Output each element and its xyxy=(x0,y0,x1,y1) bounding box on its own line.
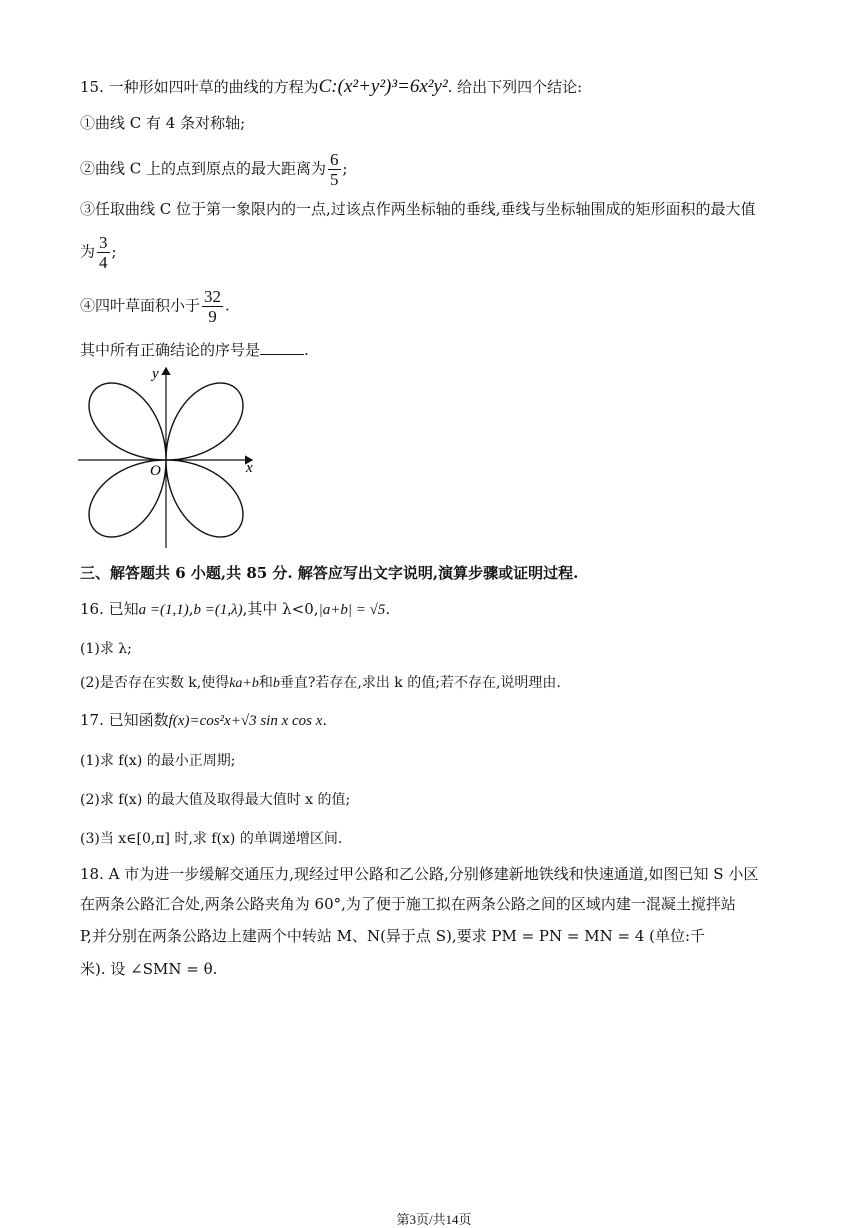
q17-statement: 17. 已知函数f(x)=cos²x+√3 sin x cos x. xyxy=(80,711,328,729)
q15-c2-fraction: $\frac{6}{5}$ xyxy=(330,150,339,189)
q16-vector-b: b =(1,λ) xyxy=(193,602,243,618)
q15-question: 其中所有正确结论的序号是 . xyxy=(80,341,309,359)
q17-part-2: (2)求 f(x) 的最大值及取得最大值时 x 的值; xyxy=(80,792,351,808)
q17-function: f(x)=cos²x+√3 sin x cos x xyxy=(168,713,323,729)
q15-conclusion-4: ④四叶草面积小于 $\frac{32}{9}$ . xyxy=(80,287,230,326)
q17-part-3: (3)当 x∈[0,π] 时,求 f(x) 的单调递增区间. xyxy=(80,831,343,847)
q18-line-2: 在两条公路汇合处,两条公路夹角为 60°,为了便于施工拟在两条公路之间的区域内建一混凝土搅拌站 xyxy=(80,895,736,913)
q15-intro xyxy=(80,76,582,98)
q16-part-1: (1)求 λ; xyxy=(80,641,132,657)
fig-label-origin: O xyxy=(150,463,161,479)
q15-c4-fraction: $\frac{32}{9}$ xyxy=(204,287,222,326)
q15-conclusion-2: ②曲线 C 上的点到原点的最大距离为 $\frac{6}{5}$ ; xyxy=(80,150,348,189)
q15-intro-text: 15. 一种形如四叶草的曲线的方程为 xyxy=(80,78,319,96)
q18-line-4: 米). 设 ∠SMN = θ. xyxy=(80,960,218,978)
page-footer: 第3页/共14页 xyxy=(396,1212,472,1227)
q15-conclusion-3-line1: ③任取曲线 C 位于第一象限内的一点,过该点作两坐标轴的垂线,垂线与坐标轴围成的矩形面积的最大值 xyxy=(80,200,756,218)
q16-statement: 16. 已知a =(1,1),b =(1,λ),其中 λ<0,|a+b| = √5. xyxy=(80,600,391,618)
q18-line-1: 18. A 市为进一步缓解交通压力,现经过甲公路和乙公路,分别修建新地铁线和快速通道,如图已知 S 小区 xyxy=(80,865,759,883)
q15-c3-fraction: $\frac{3}{4}$ xyxy=(99,233,108,272)
q16-vector-a: a =(1,1) xyxy=(138,602,189,618)
q16-expr: ka+b xyxy=(229,676,259,691)
q15-equation: C:(x²+y²)³=6x²y² xyxy=(318,76,448,97)
section-3-title: 三、解答题共 6 小题,共 85 分. 解答应写出文字说明,演算步骤或证明过程. xyxy=(80,564,579,582)
q15-intro-end: . 给出下列四个结论: xyxy=(447,78,583,96)
q16-part-2: (2)是否存在实数 k,使得ka+b和b垂直?若存在,求出 k 的值;若不存在,说明理由. xyxy=(80,675,561,691)
fig-label-y: y xyxy=(152,366,159,382)
q17-part-1: (1)求 f(x) 的最小正周期; xyxy=(80,753,236,769)
four-leaf-clover-figure xyxy=(74,362,264,552)
fig-label-x: x xyxy=(246,460,253,476)
q18-line-3: P,并分别在两条公路边上建两个中转站 M、N(异于点 S),要求 PM = PN = MN = 4 (单位:千 xyxy=(80,927,706,945)
q15-c2-text: ②曲线 C 上的点到原点的最大距离为 xyxy=(80,159,327,178)
q16-norm: |a+b| = √5 xyxy=(318,602,386,618)
answer-blank xyxy=(260,340,304,355)
q15-conclusion-3-line2: 为 $\frac{3}{4}$ ; xyxy=(80,233,117,272)
q16-expr-b: b xyxy=(272,676,280,691)
q15-conclusion-1: ①曲线 C 有 4 条对称轴; xyxy=(80,114,246,132)
